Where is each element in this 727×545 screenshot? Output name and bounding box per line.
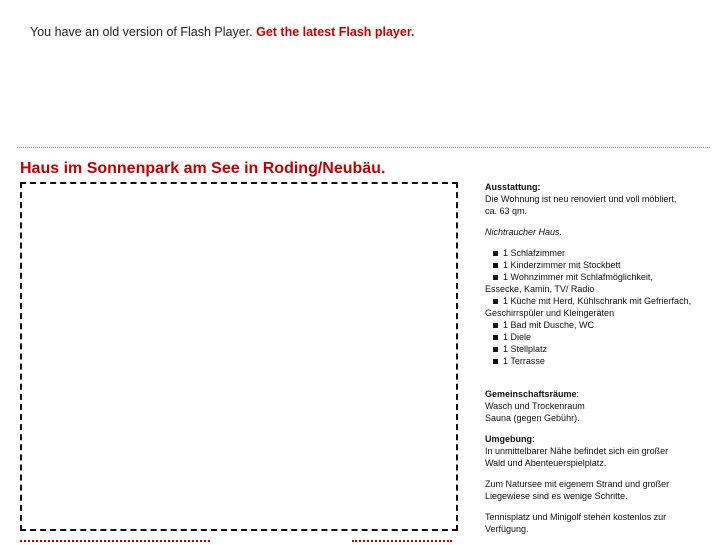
ausstattung-heading: Ausstattung: (485, 182, 541, 192)
umgebung-line: Tennisplatz und Minigolf stehen kostenlos zur (485, 512, 667, 522)
list-item: 1 Kinderzimmer mit Stockbett (485, 259, 715, 271)
umgebung-line: In unmittelbarer Nähe befindet sich ein großer (485, 446, 669, 456)
bullet-icon (493, 299, 498, 304)
cut-off-link-right[interactable] (352, 540, 452, 545)
room-list (485, 247, 715, 367)
gemeinschaft-line: Sauna (gegen Gebühr). (485, 413, 580, 423)
umgebung-line: Verfügung. (485, 524, 529, 534)
list-item: 1 Küche mit Herd, Kühlschrank mit Gefrierfach, Geschirrspüler und Kleingeräten (485, 296, 692, 318)
umgebung-line: Zum Natursee mit eigenem Strand und großer (485, 479, 670, 489)
bullet-icon (493, 275, 498, 280)
nichtraucher-note: Nichtraucher Haus. (485, 227, 563, 237)
bullet-icon (493, 263, 498, 268)
cut-off-link-left[interactable] (20, 540, 210, 545)
umgebung-heading: Umgebung: (485, 434, 535, 444)
page-title: Haus im Sonnenpark am See in Roding/Neubäu. (20, 160, 386, 177)
ausstattung-line: Die Wohnung ist neu renoviert und voll möbliert, (485, 194, 677, 204)
details-sidebar: Ausstattung: Die Wohnung ist neu renoviert und voll möbliert, ca. 63 qm. Nichtraucher Haus. 1 Schlafzimmer 1 Kinderzimmer mit Stockbett 1 Wohnzimmer mit Schlafmöglichkeit, Essecke, Kamin, TV/ Radio 1 Küche mit Herd, Kühlschrank mit Gefrierfach, Geschirrspüler und Kleingeräten 1 Bad mit Dusche, WC 1 Diele 1 Stellplatz 1 Terrasse Gemeinschaftsräume: Wasch und Trockenraum Sauna (gegen Gebühr). Umgebung: In unmittelbarer Nähe befindet sich ein großer Wald und Abenteuerspielplatz. Zum Natursee mit eigenem Strand und großer Liegewiese sind es wenige Schritte. Tennisplatz und Minigolf stehen kostenlos zur Verfügung. (485, 181, 715, 535)
ausstattung-line: ca. 63 qm. (485, 206, 528, 216)
list-item: 1 Stellplatz (485, 343, 715, 355)
list-item: 1 Bad mit Dusche, WC (485, 319, 715, 331)
list-item: 1 Terrasse (485, 355, 715, 367)
bullet-icon (493, 251, 498, 256)
list-item: 1 Wohnzimmer mit Schlafmöglichkeit, Essecke, Kamin, TV/ Radio (485, 272, 653, 294)
bullet-icon (493, 359, 498, 364)
gemeinschaft-heading: Gemeinschaftsräume (485, 389, 577, 399)
get-flash-link[interactable]: Get the latest Flash player. (256, 25, 415, 39)
gemeinschaft-line: Wasch und Trockenraum (485, 401, 585, 411)
bullet-icon (493, 347, 498, 352)
flash-media-placeholder (20, 182, 458, 531)
list-item: 1 Schlafzimmer (485, 247, 715, 259)
umgebung-line: Wald und Abenteuerspielplatz. (485, 458, 607, 468)
list-item: 1 Diele (485, 331, 715, 343)
bullet-icon (493, 323, 498, 328)
flash-notice (30, 25, 415, 39)
divider (17, 147, 710, 148)
umgebung-line: Liegewiese sind es wenige Schritte. (485, 491, 628, 501)
flash-message: You have an old version of Flash Player. (30, 25, 253, 39)
bullet-icon (493, 335, 498, 340)
